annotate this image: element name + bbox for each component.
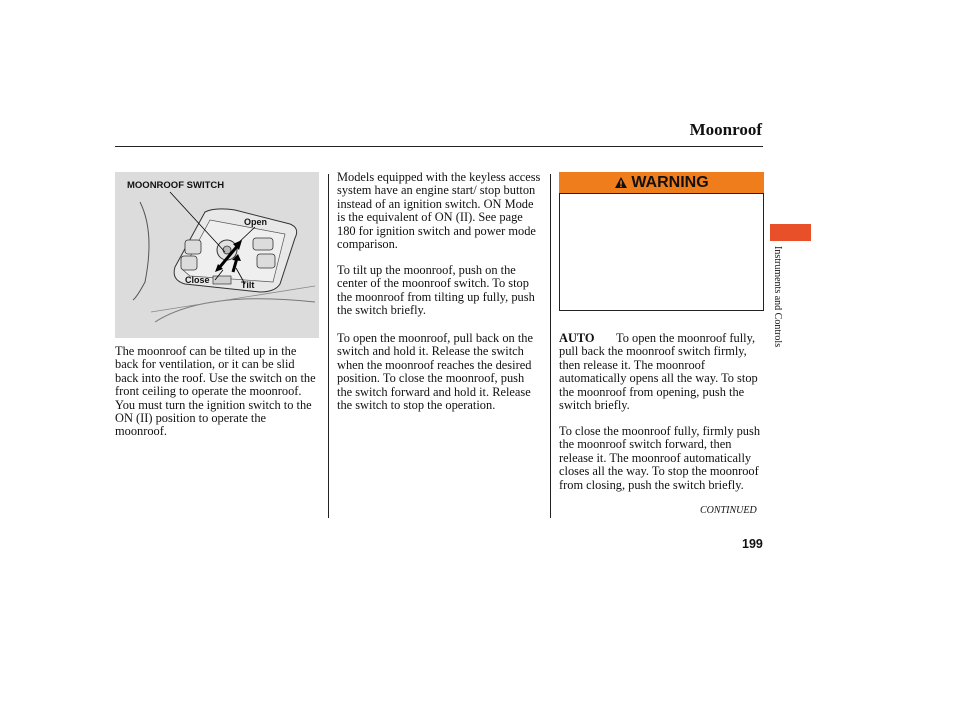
callout-open: Open [244,217,268,227]
page-title: Moonroof [689,120,762,139]
col1-paragraph-1: The moonroof can be tilted up in the back for ventilation, or it can be slid back into the roof. Use the switch on the front ceiling to operate the moonroof. You must turn the ignition switch to the ON (II) position to operate the moonroof. [115,344,316,439]
moonroof-switch-figure [115,172,319,338]
col3-paragraph-1: To open the moonroof fully, pull back the moonroof switch firmly, then release it. The moonroof automatically opens all the way. To stop the moonroof from opening, push the switch briefly. [559,331,758,413]
warning-label: WARNING [631,173,709,191]
column-divider-2 [550,174,551,518]
page-number: 199 [742,537,763,551]
col2-paragraph-3: To open the moonroof, pull back on the switch and hold it. Release the switch when the moonroof reaches the desired position. To close the moonroof, push the switch forward and hold it. Release the switch to stop the operation. [337,331,533,413]
callout-tilt: Tilt [241,280,255,290]
warning-header [559,172,764,193]
col2-paragraph-2: To tilt up the moonroof, push on the center of the moonroof switch. To stop the moonroof from tilting up fully, push the switch briefly. [337,263,535,318]
callout-close: Close [185,275,210,285]
moonroof-switch-illustration [115,172,319,338]
continued-label: CONTINUED [700,505,757,516]
warning-box [559,193,764,311]
col3-paragraph-2: To close the moonroof fully, firmly push the moonroof switch forward, then release it. The moonroof automatically closes all the way. To stop the moonroof from closing, push the switch briefly. [559,424,761,492]
column-divider-1 [328,174,329,518]
warning-triangle-icon [614,176,628,189]
auto-label: AUTO [559,331,595,345]
col2-paragraph-1: Models equipped with the keyless access system have an engine start/ stop button instead of an ignition switch. ON Mode is the equivalent of ON (II). See page 180 for ignition switch and power mode comparison. [337,170,541,252]
title-rule [115,146,763,147]
section-side-label: Instruments and Controls [772,246,783,348]
section-tab-marker [770,224,811,241]
figure-caption: MOONROOF SWITCH [127,180,225,191]
